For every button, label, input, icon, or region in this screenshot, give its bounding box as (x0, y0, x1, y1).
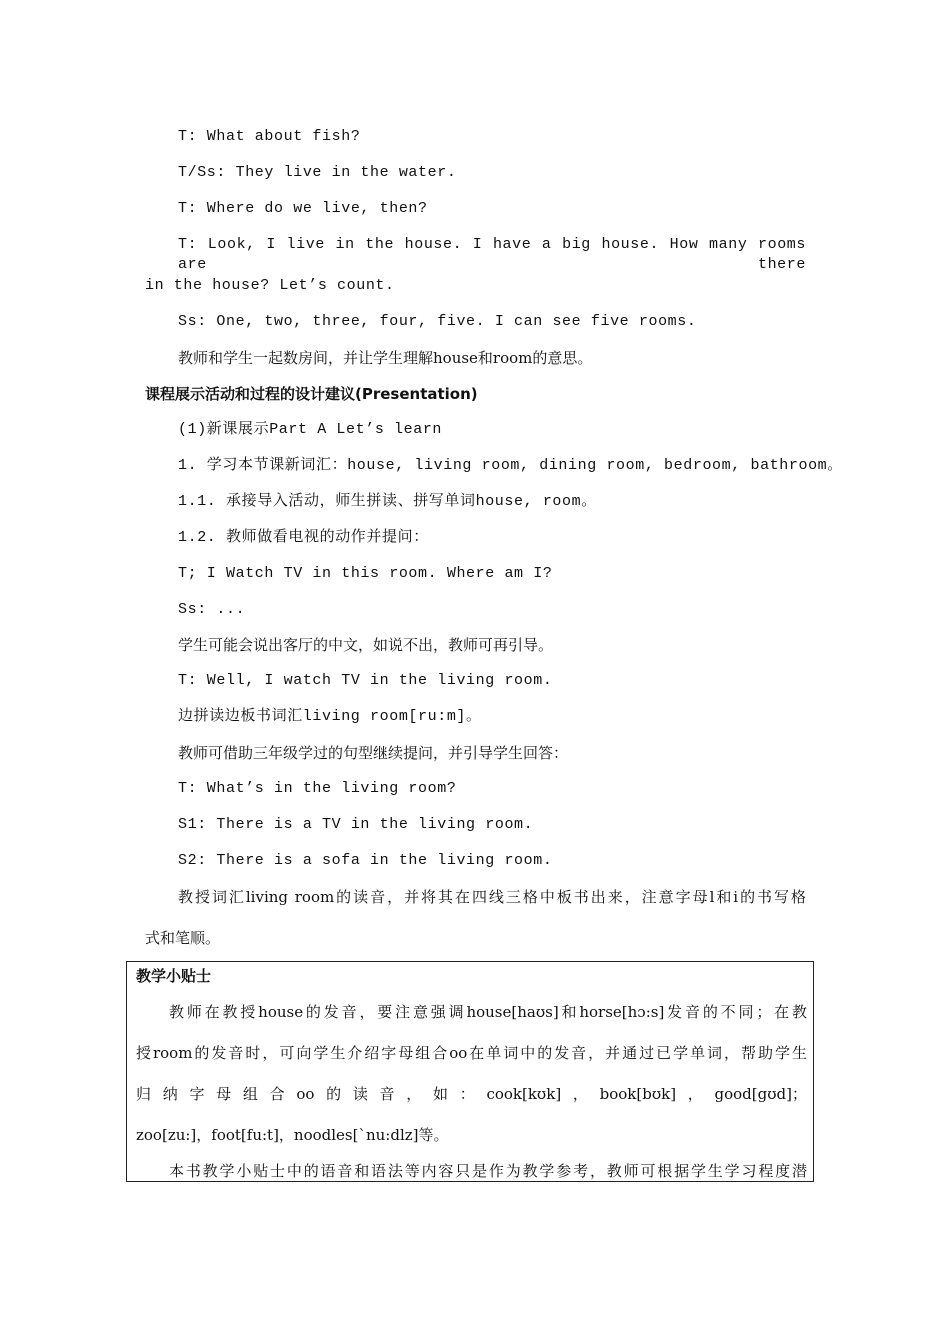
section-heading: 课程展示活动和过程的设计建议(Presentation) (145, 385, 478, 403)
instruction-text: 学生可能会说出客厅的中文，如说不出，教师可再引导。 (178, 636, 554, 654)
dialogue-line: T: Look, I live in the house. I have a big house. How many rooms are there (178, 236, 806, 273)
tip-paragraph-line: 本书教学小贴士中的语音和语法等内容只是作为教学参考，教师可根据学生学习程度潜 (169, 1162, 807, 1180)
dialogue-line: S1: There is a TV in the living room. (178, 816, 534, 833)
subsection-title: (1)新课展示Part A Let’s learn (178, 421, 443, 438)
dialogue-line: T: What’s in the living room? (178, 780, 457, 797)
dialogue-line: Ss: ... (178, 601, 246, 618)
tip-paragraph-line: 教师在教授house的发音，要注意强调house[haʊs]和horse[hɔ:s]发音的不同；在教 (169, 1003, 807, 1021)
tip-paragraph-line: 归纳字母组合oo的读音，如：cook[kʊk]，book[bʊk]，good[gʊd]； (136, 1085, 807, 1103)
instruction-text: 边拼读边板书词汇living room[ru:m]。 (178, 708, 482, 725)
tip-paragraph-line: 授room的发音时，可向学生介绍字母组合oo在单词中的发音，并通过已学单词，帮助学生 (136, 1044, 807, 1062)
instruction-text: 教师和学生一起数房间，并让学生理解house和room的意思。 (178, 349, 593, 367)
dialogue-line: Ss: One, two, three, four, five. I can see five rooms. (178, 313, 697, 330)
instruction-text: 式和笔顺。 (145, 929, 221, 947)
dialogue-line: T; I Watch TV in this room. Where am I? (178, 565, 553, 582)
instruction-text: 教师可借助三年级学过的句型继续提问，并引导学生回答： (178, 744, 569, 762)
dialogue-line: S2: There is a sofa in the living room. (178, 852, 553, 869)
dialogue-line: T: Where do we live, then? (178, 200, 428, 217)
step-line: 1. 学习本节课新词汇：house, living room, dining room, bedroom, bathroom。 (178, 457, 843, 474)
dialogue-line: T: Well, I watch TV in the living room. (178, 672, 553, 689)
dialogue-line: T/Ss: They live in the water. (178, 164, 457, 181)
instruction-text: 教授词汇living room的读音，并将其在四线三格中板书出来，注意字母l和i的书写格 (178, 888, 806, 906)
dialogue-line: in the house? Let’s count. (145, 277, 395, 294)
tip-paragraph-line: zoo[zu:]，foot[fu:t]，noodles[`nu:dlz]等。 (136, 1126, 449, 1144)
step-line: 1.1. 承接导入活动，师生拼读、拼写单词house, room。 (178, 493, 597, 510)
teaching-tip-box (126, 961, 814, 1182)
step-line: 1.2. 教师做看电视的动作并提问： (178, 529, 429, 546)
dialogue-line: T: What about fish? (178, 128, 361, 145)
tip-title: 教学小贴士 (136, 967, 212, 985)
